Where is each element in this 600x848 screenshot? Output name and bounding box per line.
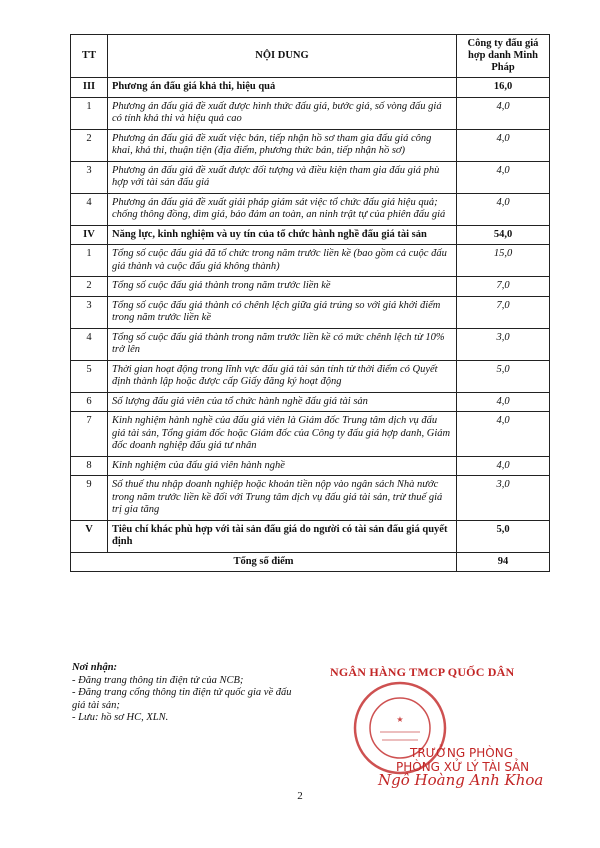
table-row (71, 328, 550, 360)
signer-department: PHÒNG XỬ LÝ TÀI SẢN (396, 760, 530, 774)
section-row (71, 225, 550, 245)
row-number: 5 (71, 360, 108, 392)
criterion-score: 7,0 (457, 296, 550, 328)
scoring-table (70, 34, 550, 572)
total-label: Tổng số điểm (71, 552, 457, 572)
criterion-text: Số thuế thu nhập doanh nghiệp hoặc khoản tiền nộp vào ngân sách Nhà nước trong năm trước liền kề đối với Trung tâm dịch vụ đấu giá tài sản, trừ thuế giá trị gia tăng (108, 476, 457, 521)
criterion-text: Thời gian hoạt động trong lĩnh vực đấu giá tài sản tính từ thời điểm có Quyết định thành lập hoặc được cấp Giấy đăng ký hoạt động (108, 360, 457, 392)
header-organization: Công ty đấu giá hợp danh Minh Pháp (457, 35, 550, 78)
section-score: 54,0 (457, 225, 550, 245)
criterion-score: 4,0 (457, 412, 550, 457)
total-value: 94 (457, 552, 550, 572)
table-body (71, 78, 550, 553)
table-row (71, 193, 550, 225)
signer-title: TRƯỞNG PHÒNG (410, 746, 513, 760)
row-number: 9 (71, 476, 108, 521)
criterion-score: 3,0 (457, 476, 550, 521)
section-title: Tiêu chí khác phù hợp với tài sản đấu giá do người có tài sản đấu giá quyết định (108, 520, 457, 552)
header-tt: TT (71, 35, 108, 78)
section-score: 5,0 (457, 520, 550, 552)
bank-name: NGÂN HÀNG TMCP QUỐC DÂN (330, 665, 515, 679)
row-number: 6 (71, 392, 108, 412)
section-row (71, 78, 550, 98)
recipient-line: - Đăng trang thông tin điện tử của NCB; (72, 674, 244, 686)
table-row (71, 296, 550, 328)
table-row (71, 97, 550, 129)
row-number: 4 (71, 328, 108, 360)
criterion-score: 5,0 (457, 360, 550, 392)
criterion-text: Phương án đấu giá đề xuất giải pháp giám sát việc tổ chức đấu giá hiệu quả; chống thông đồng, dìm giá, bảo đảm an toàn, an ninh trật tự của phiên đấu giá (108, 193, 457, 225)
criterion-score: 4,0 (457, 193, 550, 225)
criterion-text: Tổng số cuộc đấu giá thành trong năm trước liền kề (108, 277, 457, 297)
section-row (71, 520, 550, 552)
table-row (71, 360, 550, 392)
criterion-text: Tổng số cuộc đấu giá đã tổ chức trong năm trước liền kề (bao gồm cả cuộc đấu giá thành và cuộc đấu giá không thành) (108, 245, 457, 277)
criterion-text: Phương án đấu giá đề xuất việc bán, tiếp nhận hồ sơ tham gia đấu giá công khai, khả thi, thuận tiện (địa điểm, phương thức bán, tiếp nhận hồ sơ) (108, 129, 457, 161)
table-row (71, 277, 550, 297)
header-content: NỘI DUNG (108, 35, 457, 78)
criterion-score: 4,0 (457, 97, 550, 129)
total-row (71, 552, 550, 572)
table-row (71, 392, 550, 412)
row-number: V (71, 520, 108, 552)
criterion-text: Kinh nghiệm của đấu giá viên hành nghề (108, 456, 457, 476)
row-number: IV (71, 225, 108, 245)
criterion-score: 15,0 (457, 245, 550, 277)
criterion-score: 4,0 (457, 129, 550, 161)
criterion-score: 3,0 (457, 328, 550, 360)
table-row (71, 456, 550, 476)
section-title: Phương án đấu giá khả thi, hiệu quả (108, 78, 457, 98)
criterion-score: 7,0 (457, 277, 550, 297)
table-row (71, 161, 550, 193)
row-number: 8 (71, 456, 108, 476)
row-number: 3 (71, 296, 108, 328)
table-row (71, 476, 550, 521)
criterion-score: 4,0 (457, 161, 550, 193)
recipient-line: - Lưu: hồ sơ HC, XLN. (72, 712, 169, 723)
criterion-score: 4,0 (457, 392, 550, 412)
criterion-text: Kinh nghiệm hành nghề của đấu giá viên là Giám đốc Trung tâm dịch vụ đấu giá tài sản, Tổng giám đốc hoặc Giám đốc của Công ty đấu giá hợp danh, Giám đốc doanh nghiệp đấu giá tư nhân (108, 412, 457, 457)
criterion-text: Tổng số cuộc đấu giá thành trong năm trước liền kề có mức chênh lệch từ 10% trở lên (108, 328, 457, 360)
criterion-text: Phương án đấu giá đề xuất được đối tượng và điều kiện tham gia đấu giá phù hợp với tài sản đấu giá (108, 161, 457, 193)
row-number: III (71, 78, 108, 98)
signer-name: Ngô Hoàng Anh Khoa (378, 771, 544, 789)
table-row (71, 245, 550, 277)
row-number: 2 (71, 129, 108, 161)
criterion-text: Phương án đấu giá đề xuất được hình thức đấu giá, bước giá, số vòng đấu giá có tính khả thi và hiệu quả cao (108, 97, 457, 129)
criterion-text: Số lượng đấu giá viên của tổ chức hành nghề đấu giá tài sản (108, 392, 457, 412)
row-number: 4 (71, 193, 108, 225)
recipients-heading: Nơi nhận: (72, 662, 118, 673)
row-number: 3 (71, 161, 108, 193)
table-row (71, 412, 550, 457)
svg-text:★: ★ (396, 715, 404, 724)
row-number: 2 (71, 277, 108, 297)
page-number: 2 (297, 790, 303, 802)
table-header-row (71, 35, 550, 78)
recipient-line: - Đăng trang cổng thông tin điện tử quốc gia về đấu giá tài sản; (72, 687, 292, 711)
recipients-block (72, 662, 292, 725)
row-number: 1 (71, 97, 108, 129)
criterion-text: Tổng số cuộc đấu giá thành có chênh lệch giữa giá trúng so với giá khởi điểm trong năm trước liền kề (108, 296, 457, 328)
row-number: 7 (71, 412, 108, 457)
section-score: 16,0 (457, 78, 550, 98)
row-number: 1 (71, 245, 108, 277)
criterion-score: 4,0 (457, 456, 550, 476)
section-title: Năng lực, kinh nghiệm và uy tín của tổ chức hành nghề đấu giá tài sản (108, 225, 457, 245)
table-row (71, 129, 550, 161)
